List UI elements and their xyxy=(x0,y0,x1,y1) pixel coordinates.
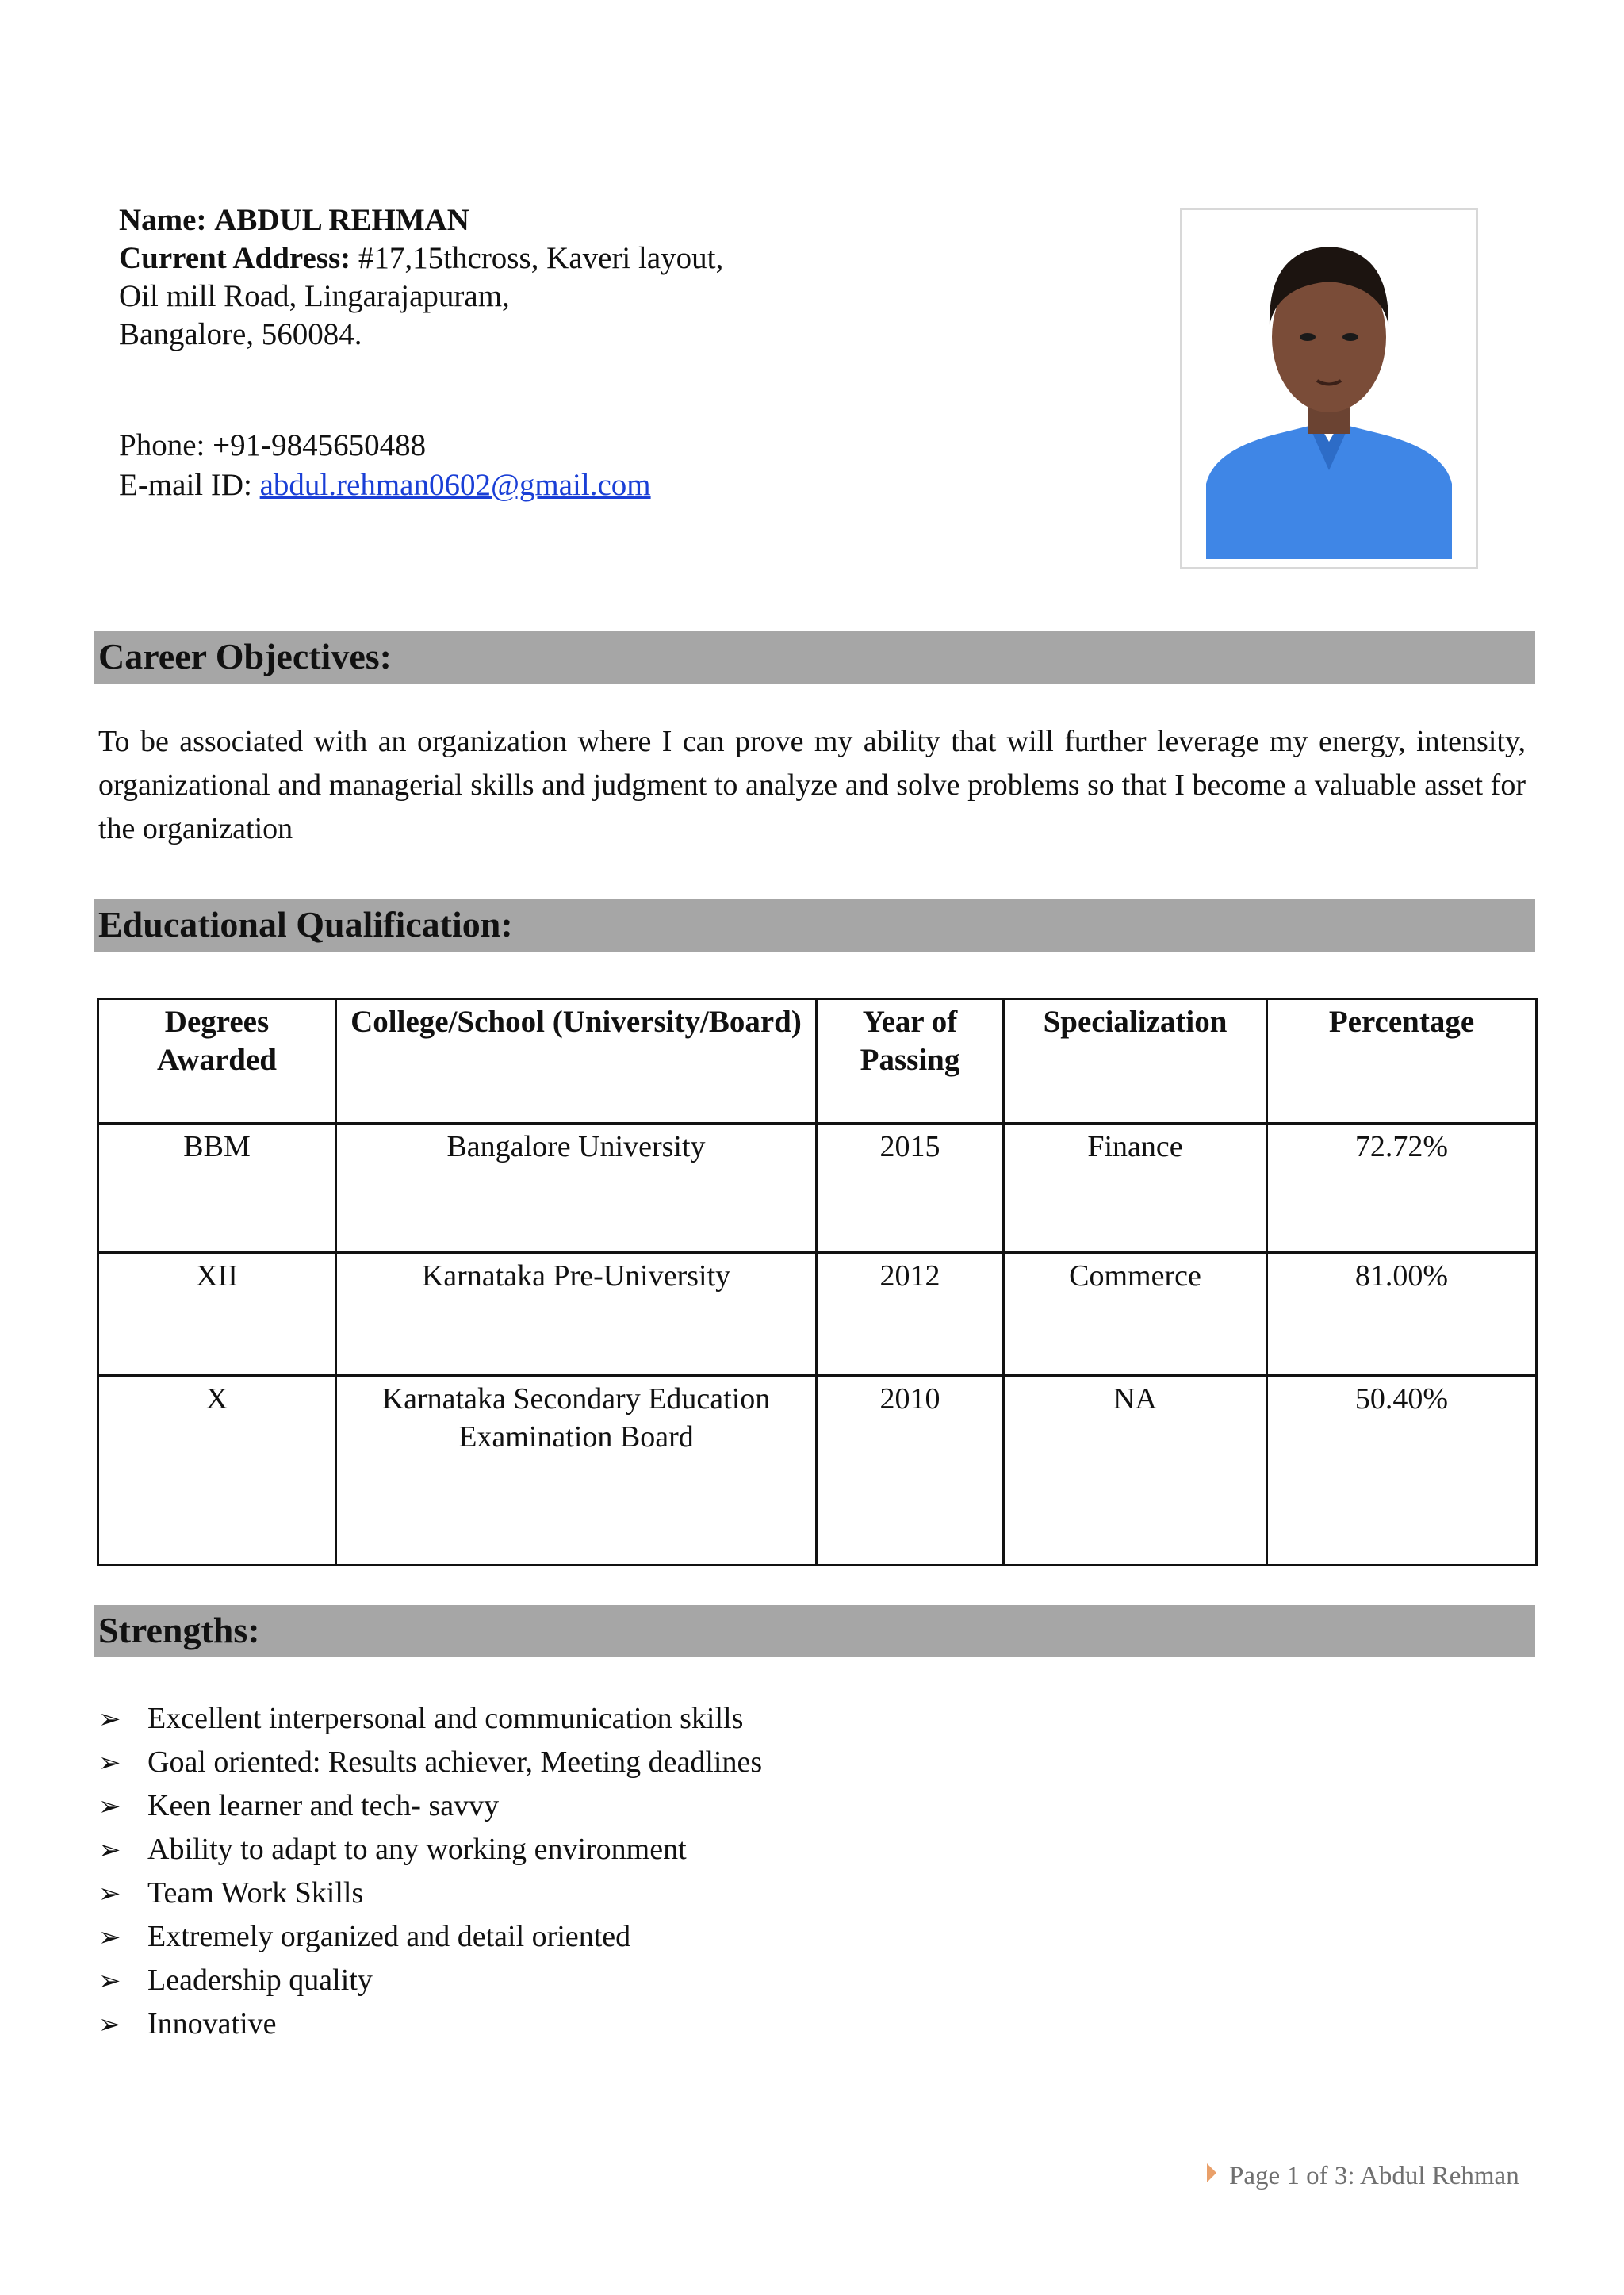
arrow-bullet-icon: ➢ xyxy=(98,1747,121,1779)
list-item xyxy=(98,1872,762,1915)
list-item-text: Leadership quality xyxy=(147,1964,373,1997)
header-specialization: Specialization xyxy=(1004,999,1267,1124)
arrow-bullet-icon: ➢ xyxy=(98,1965,121,1997)
cell-specialization: Commerce xyxy=(1004,1253,1267,1376)
phone-line: Phone: +91-9845650488 xyxy=(119,428,427,462)
cell-college: Bangalore University xyxy=(336,1124,817,1253)
education-table xyxy=(97,998,1538,1566)
list-item-text: Extremely organized and detail oriented xyxy=(147,1920,631,1953)
list-item xyxy=(98,1959,762,2002)
education-header-row xyxy=(98,999,1537,1124)
cell-degree: BBM xyxy=(98,1124,336,1253)
table-row xyxy=(98,1253,1537,1376)
cell-percentage: 81.00% xyxy=(1267,1253,1537,1376)
list-item-text: Ability to adapt to any working environment xyxy=(147,1833,687,1866)
career-objectives-heading: Career Objectives: xyxy=(94,631,1535,684)
address-line-1 xyxy=(119,239,723,278)
arrow-bullet-icon: ➢ xyxy=(98,1878,121,1910)
list-item xyxy=(98,1697,762,1741)
footer-text: Page 1 of 3: Abdul Rehman xyxy=(1229,2162,1519,2190)
cell-percentage: 50.40% xyxy=(1267,1376,1537,1565)
person-portrait-icon xyxy=(1190,218,1468,559)
cell-college: Karnataka Secondary Education Examination Board xyxy=(336,1376,817,1565)
list-item-text: Innovative xyxy=(147,2007,277,2040)
arrow-bullet-icon: ➢ xyxy=(98,1791,121,1822)
strengths-heading: Strengths: xyxy=(94,1605,1535,1657)
name-line xyxy=(119,201,469,239)
education-heading: Educational Qualification: xyxy=(94,899,1535,952)
email-link[interactable]: abdul.rehman0602@gmail.com xyxy=(259,468,651,502)
name-label: Name: xyxy=(119,203,207,237)
arrow-bullet-icon: ➢ xyxy=(98,1703,121,1735)
header-percentage: Percentage xyxy=(1267,999,1537,1124)
header-year: Year of Passing xyxy=(817,999,1004,1124)
profile-photo xyxy=(1180,208,1478,569)
list-item xyxy=(98,1741,762,1784)
cell-percentage: 72.72% xyxy=(1267,1124,1537,1253)
list-item xyxy=(98,1828,762,1872)
email-label: E-mail ID: xyxy=(119,468,252,502)
address-label: Current Address: xyxy=(119,241,351,275)
address-line-2: Oil mill Road, Lingarajapuram, xyxy=(119,279,510,313)
cell-year: 2015 xyxy=(817,1124,1004,1253)
cell-year: 2012 xyxy=(817,1253,1004,1376)
address-line-3: Bangalore, 560084. xyxy=(119,317,362,351)
list-item xyxy=(98,2002,762,2046)
header-college: College/School (University/Board) xyxy=(336,999,817,1124)
arrow-bullet-icon: ➢ xyxy=(98,1921,121,1953)
cell-college: Karnataka Pre-University xyxy=(336,1253,817,1376)
name-value: ABDUL REHMAN xyxy=(214,203,469,237)
list-item-text: Goal oriented: Results achiever, Meeting deadlines xyxy=(147,1745,763,1779)
header-degrees: Degrees Awarded xyxy=(98,999,336,1124)
email-line xyxy=(119,466,651,504)
address-line1-text: #17,15thcross, Kaveri layout, xyxy=(358,241,724,275)
cell-degree: X xyxy=(98,1376,336,1565)
list-item xyxy=(98,1784,762,1828)
arrow-bullet-icon: ➢ xyxy=(98,1834,121,1866)
strengths-list xyxy=(98,1697,762,2046)
list-item-text: Team Work Skills xyxy=(147,1876,364,1910)
list-item-text: Excellent interpersonal and communication skills xyxy=(147,1702,744,1735)
career-objectives-text: To be associated with an organization where I can prove my ability that will further leverage my energy, intensity, organizational and managerial skills and judgment to analyze and solve problems so that I become a valuable asset for the organization xyxy=(98,725,1526,845)
cell-year: 2010 xyxy=(817,1376,1004,1565)
list-item-text: Keen learner and tech- savvy xyxy=(147,1789,500,1822)
triangle-marker-icon xyxy=(1207,2163,1216,2182)
table-row xyxy=(98,1376,1537,1565)
table-row xyxy=(98,1124,1537,1253)
cell-degree: XII xyxy=(98,1253,336,1376)
cell-specialization: NA xyxy=(1004,1376,1267,1565)
cell-specialization: Finance xyxy=(1004,1124,1267,1253)
list-item xyxy=(98,1915,762,1959)
page-footer xyxy=(1207,2162,1519,2191)
arrow-bullet-icon: ➢ xyxy=(98,2009,121,2040)
